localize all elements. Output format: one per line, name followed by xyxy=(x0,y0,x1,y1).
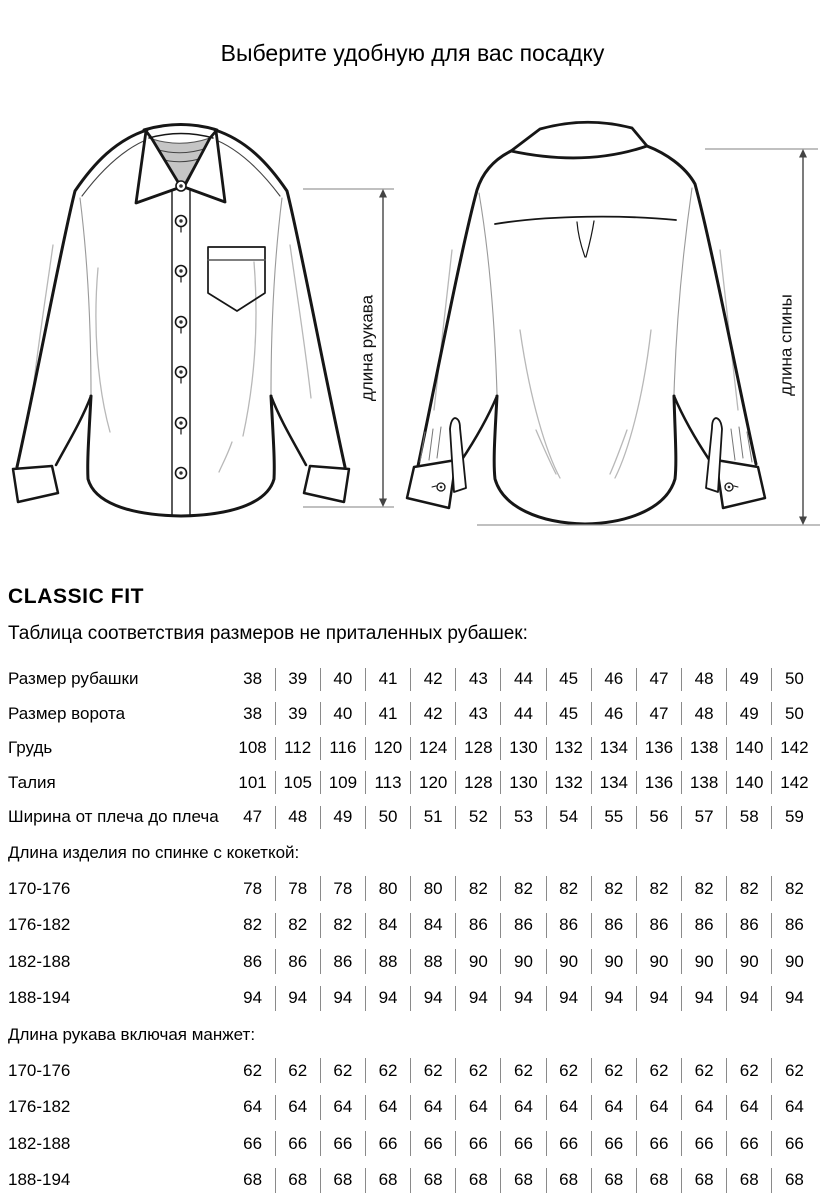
shirt-front-drawing xyxy=(13,125,349,517)
size-cell: 62 xyxy=(727,1053,772,1090)
size-cell: 64 xyxy=(411,1089,456,1126)
size-cell: 113 xyxy=(365,766,410,801)
size-cell: 66 xyxy=(320,1126,365,1163)
size-cell: 86 xyxy=(501,907,546,944)
size-cell: 54 xyxy=(546,800,591,835)
size-cell: 48 xyxy=(275,800,320,835)
size-cell: 55 xyxy=(591,800,636,835)
size-cell: 47 xyxy=(243,807,263,827)
size-cell: 94 xyxy=(727,980,772,1017)
size-cell: 120 xyxy=(365,731,410,766)
size-cell: 90 xyxy=(772,944,817,981)
size-cell: 86 xyxy=(546,907,591,944)
size-cell: 59 xyxy=(772,800,817,835)
size-cell: 64 xyxy=(591,1089,636,1126)
size-cell: 86 xyxy=(456,907,501,944)
size-cell: 57 xyxy=(682,800,727,835)
size-cell: 90 xyxy=(501,944,546,981)
size-cell: 62 xyxy=(320,1053,365,1090)
size-cell: 112 xyxy=(275,731,320,766)
size-cell: 86 xyxy=(636,907,681,944)
size-cell: 66 xyxy=(243,1133,263,1153)
size-cell: 41 xyxy=(365,662,410,697)
size-cell: 62 xyxy=(636,1053,681,1090)
size-cell: 78 xyxy=(320,871,365,908)
size-cell: 68 xyxy=(682,1162,727,1199)
size-cell: 94 xyxy=(411,980,456,1017)
size-cell: 82 xyxy=(636,871,681,908)
size-cell: 134 xyxy=(591,766,636,801)
size-cell: 66 xyxy=(727,1126,772,1163)
size-cell: 62 xyxy=(591,1053,636,1090)
size-cell: 82 xyxy=(772,871,817,908)
row-label: 182-188 xyxy=(8,1133,71,1153)
size-cell: 62 xyxy=(772,1053,817,1090)
size-cell: 90 xyxy=(546,944,591,981)
size-cell: 43 xyxy=(456,662,501,697)
size-cell: 56 xyxy=(636,800,681,835)
size-cell: 62 xyxy=(243,1060,263,1080)
size-cell: 49 xyxy=(320,800,365,835)
size-cell: 132 xyxy=(546,766,591,801)
size-cell: 94 xyxy=(546,980,591,1017)
size-cell: 142 xyxy=(772,731,817,766)
size-cell: 82 xyxy=(546,871,591,908)
size-cell: 86 xyxy=(275,944,320,981)
size-cell: 44 xyxy=(501,697,546,732)
size-cell: 45 xyxy=(546,662,591,697)
size-table xyxy=(8,662,817,1199)
size-cell: 64 xyxy=(456,1089,501,1126)
size-cell: 68 xyxy=(546,1162,591,1199)
size-cell: 82 xyxy=(320,907,365,944)
size-cell: 64 xyxy=(275,1089,320,1126)
size-cell: 128 xyxy=(456,731,501,766)
size-cell: 101 xyxy=(238,772,267,792)
size-cell: 64 xyxy=(636,1089,681,1126)
size-cell: 140 xyxy=(727,731,772,766)
size-cell: 47 xyxy=(636,697,681,732)
row-label: 188-194 xyxy=(8,988,71,1008)
size-cell: 68 xyxy=(636,1162,681,1199)
sleeve-length-dimension xyxy=(303,189,394,507)
size-cell: 40 xyxy=(320,662,365,697)
size-cell: 39 xyxy=(275,697,320,732)
sleeve-length-label: длина рукава xyxy=(357,294,377,402)
size-cell: 94 xyxy=(682,980,727,1017)
back-length-dimension xyxy=(477,149,820,525)
size-cell: 49 xyxy=(727,662,772,697)
size-cell: 62 xyxy=(456,1053,501,1090)
size-cell: 94 xyxy=(243,988,263,1008)
size-cell: 82 xyxy=(243,915,263,935)
size-cell: 142 xyxy=(772,766,817,801)
size-cell: 94 xyxy=(320,980,365,1017)
size-cell: 62 xyxy=(411,1053,456,1090)
size-cell: 51 xyxy=(411,800,456,835)
size-cell: 66 xyxy=(501,1126,546,1163)
size-cell: 68 xyxy=(591,1162,636,1199)
size-cell: 82 xyxy=(591,871,636,908)
front-buttons xyxy=(176,216,187,479)
size-cell: 90 xyxy=(636,944,681,981)
size-cell: 47 xyxy=(636,662,681,697)
size-table-section xyxy=(0,585,825,1199)
size-cell: 66 xyxy=(411,1126,456,1163)
size-cell: 68 xyxy=(320,1162,365,1199)
size-cell: 40 xyxy=(320,697,365,732)
size-cell: 94 xyxy=(456,980,501,1017)
size-cell: 90 xyxy=(682,944,727,981)
size-cell: 52 xyxy=(456,800,501,835)
size-cell: 80 xyxy=(411,871,456,908)
diagram-section xyxy=(0,0,825,575)
size-cell: 68 xyxy=(411,1162,456,1199)
size-cell: 64 xyxy=(682,1089,727,1126)
size-cell: 48 xyxy=(682,662,727,697)
size-cell: 64 xyxy=(727,1089,772,1126)
size-cell: 94 xyxy=(772,980,817,1017)
size-cell: 86 xyxy=(320,944,365,981)
size-cell: 66 xyxy=(682,1126,727,1163)
size-cell: 90 xyxy=(727,944,772,981)
size-cell: 41 xyxy=(365,697,410,732)
size-cell: 130 xyxy=(501,766,546,801)
row-label: Талия xyxy=(8,772,56,792)
size-cell: 136 xyxy=(636,731,681,766)
size-cell: 86 xyxy=(243,951,263,971)
size-cell: 109 xyxy=(320,766,365,801)
size-cell: 88 xyxy=(365,944,410,981)
row-label: 170-176 xyxy=(8,878,71,898)
size-cell: 50 xyxy=(772,697,817,732)
size-cell: 68 xyxy=(243,1170,263,1190)
size-cell: 130 xyxy=(501,731,546,766)
size-cell: 86 xyxy=(591,907,636,944)
size-cell: 132 xyxy=(546,731,591,766)
size-cell: 116 xyxy=(320,731,365,766)
size-cell: 134 xyxy=(591,731,636,766)
size-cell: 45 xyxy=(546,697,591,732)
row-label: Размер рубашки xyxy=(8,669,139,689)
size-cell: 105 xyxy=(275,766,320,801)
size-cell: 64 xyxy=(320,1089,365,1126)
size-cell: 94 xyxy=(501,980,546,1017)
table-section-header: Длина изделия по спинке с кокеткой: xyxy=(8,842,300,862)
row-label: 170-176 xyxy=(8,1060,71,1080)
size-cell: 90 xyxy=(456,944,501,981)
size-cell: 120 xyxy=(411,766,456,801)
size-cell: 80 xyxy=(365,871,410,908)
size-cell: 62 xyxy=(275,1053,320,1090)
size-cell: 108 xyxy=(238,738,267,758)
row-label: Грудь xyxy=(8,738,53,758)
size-cell: 68 xyxy=(772,1162,817,1199)
row-label: Ширина от плеча до плеча xyxy=(8,807,219,827)
size-cell: 128 xyxy=(456,766,501,801)
size-cell: 42 xyxy=(411,662,456,697)
size-cell: 43 xyxy=(456,697,501,732)
size-cell: 84 xyxy=(411,907,456,944)
back-collar xyxy=(511,122,647,158)
fit-heading: CLASSIC FIT xyxy=(8,585,145,608)
size-cell: 68 xyxy=(727,1162,772,1199)
size-cell: 140 xyxy=(727,766,772,801)
row-label: 188-194 xyxy=(8,1170,71,1190)
size-cell: 68 xyxy=(275,1162,320,1199)
size-cell: 124 xyxy=(411,731,456,766)
front-collar xyxy=(136,125,225,204)
size-cell: 64 xyxy=(501,1089,546,1126)
size-cell: 53 xyxy=(501,800,546,835)
size-cell: 38 xyxy=(243,703,263,723)
row-label: 176-182 xyxy=(8,915,71,935)
size-cell: 78 xyxy=(275,871,320,908)
size-cell: 50 xyxy=(772,662,817,697)
size-cell: 82 xyxy=(456,871,501,908)
size-cell: 64 xyxy=(546,1089,591,1126)
size-cell: 86 xyxy=(682,907,727,944)
size-cell: 138 xyxy=(682,731,727,766)
back-length-label: длина спины xyxy=(776,294,796,396)
size-cell: 46 xyxy=(591,697,636,732)
size-cell: 78 xyxy=(243,878,263,898)
size-cell: 138 xyxy=(682,766,727,801)
size-cell: 44 xyxy=(501,662,546,697)
size-cell: 68 xyxy=(501,1162,546,1199)
size-cell: 136 xyxy=(636,766,681,801)
row-label: 176-182 xyxy=(8,1097,71,1117)
row-label: Размер ворота xyxy=(8,703,126,723)
size-cell: 66 xyxy=(772,1126,817,1163)
size-cell: 66 xyxy=(591,1126,636,1163)
size-cell: 94 xyxy=(275,980,320,1017)
size-cell: 94 xyxy=(365,980,410,1017)
size-cell: 42 xyxy=(411,697,456,732)
size-cell: 48 xyxy=(682,697,727,732)
shirt-back-drawing xyxy=(407,122,765,524)
row-label: 182-188 xyxy=(8,951,71,971)
size-cell: 58 xyxy=(727,800,772,835)
size-cell: 68 xyxy=(365,1162,410,1199)
size-cell: 64 xyxy=(772,1089,817,1126)
size-cell: 49 xyxy=(727,697,772,732)
size-cell: 68 xyxy=(456,1162,501,1199)
size-cell: 86 xyxy=(772,907,817,944)
size-cell: 46 xyxy=(591,662,636,697)
table-section-header: Длина рукава включая манжет: xyxy=(8,1024,256,1044)
shirt-diagrams xyxy=(0,0,825,575)
size-cell: 62 xyxy=(682,1053,727,1090)
page-title: Выберите удобную для вас посадку xyxy=(220,40,605,66)
size-cell: 90 xyxy=(591,944,636,981)
size-cell: 82 xyxy=(275,907,320,944)
size-cell: 82 xyxy=(727,871,772,908)
size-cell: 66 xyxy=(456,1126,501,1163)
size-cell: 88 xyxy=(411,944,456,981)
size-cell: 62 xyxy=(501,1053,546,1090)
size-cell: 86 xyxy=(727,907,772,944)
size-cell: 82 xyxy=(682,871,727,908)
size-cell: 94 xyxy=(591,980,636,1017)
fit-subheading: Таблица соответствия размеров не приталенных рубашек: xyxy=(8,623,528,644)
size-cell: 82 xyxy=(501,871,546,908)
size-cell: 64 xyxy=(365,1089,410,1126)
size-cell: 66 xyxy=(275,1126,320,1163)
size-cell: 38 xyxy=(243,669,263,689)
size-cell: 62 xyxy=(365,1053,410,1090)
size-cell: 66 xyxy=(546,1126,591,1163)
size-cell: 62 xyxy=(546,1053,591,1090)
size-cell: 39 xyxy=(275,662,320,697)
size-cell: 84 xyxy=(365,907,410,944)
size-cell: 64 xyxy=(243,1097,263,1117)
size-cell: 94 xyxy=(636,980,681,1017)
size-cell: 66 xyxy=(636,1126,681,1163)
size-cell: 50 xyxy=(365,800,410,835)
size-cell: 66 xyxy=(365,1126,410,1163)
